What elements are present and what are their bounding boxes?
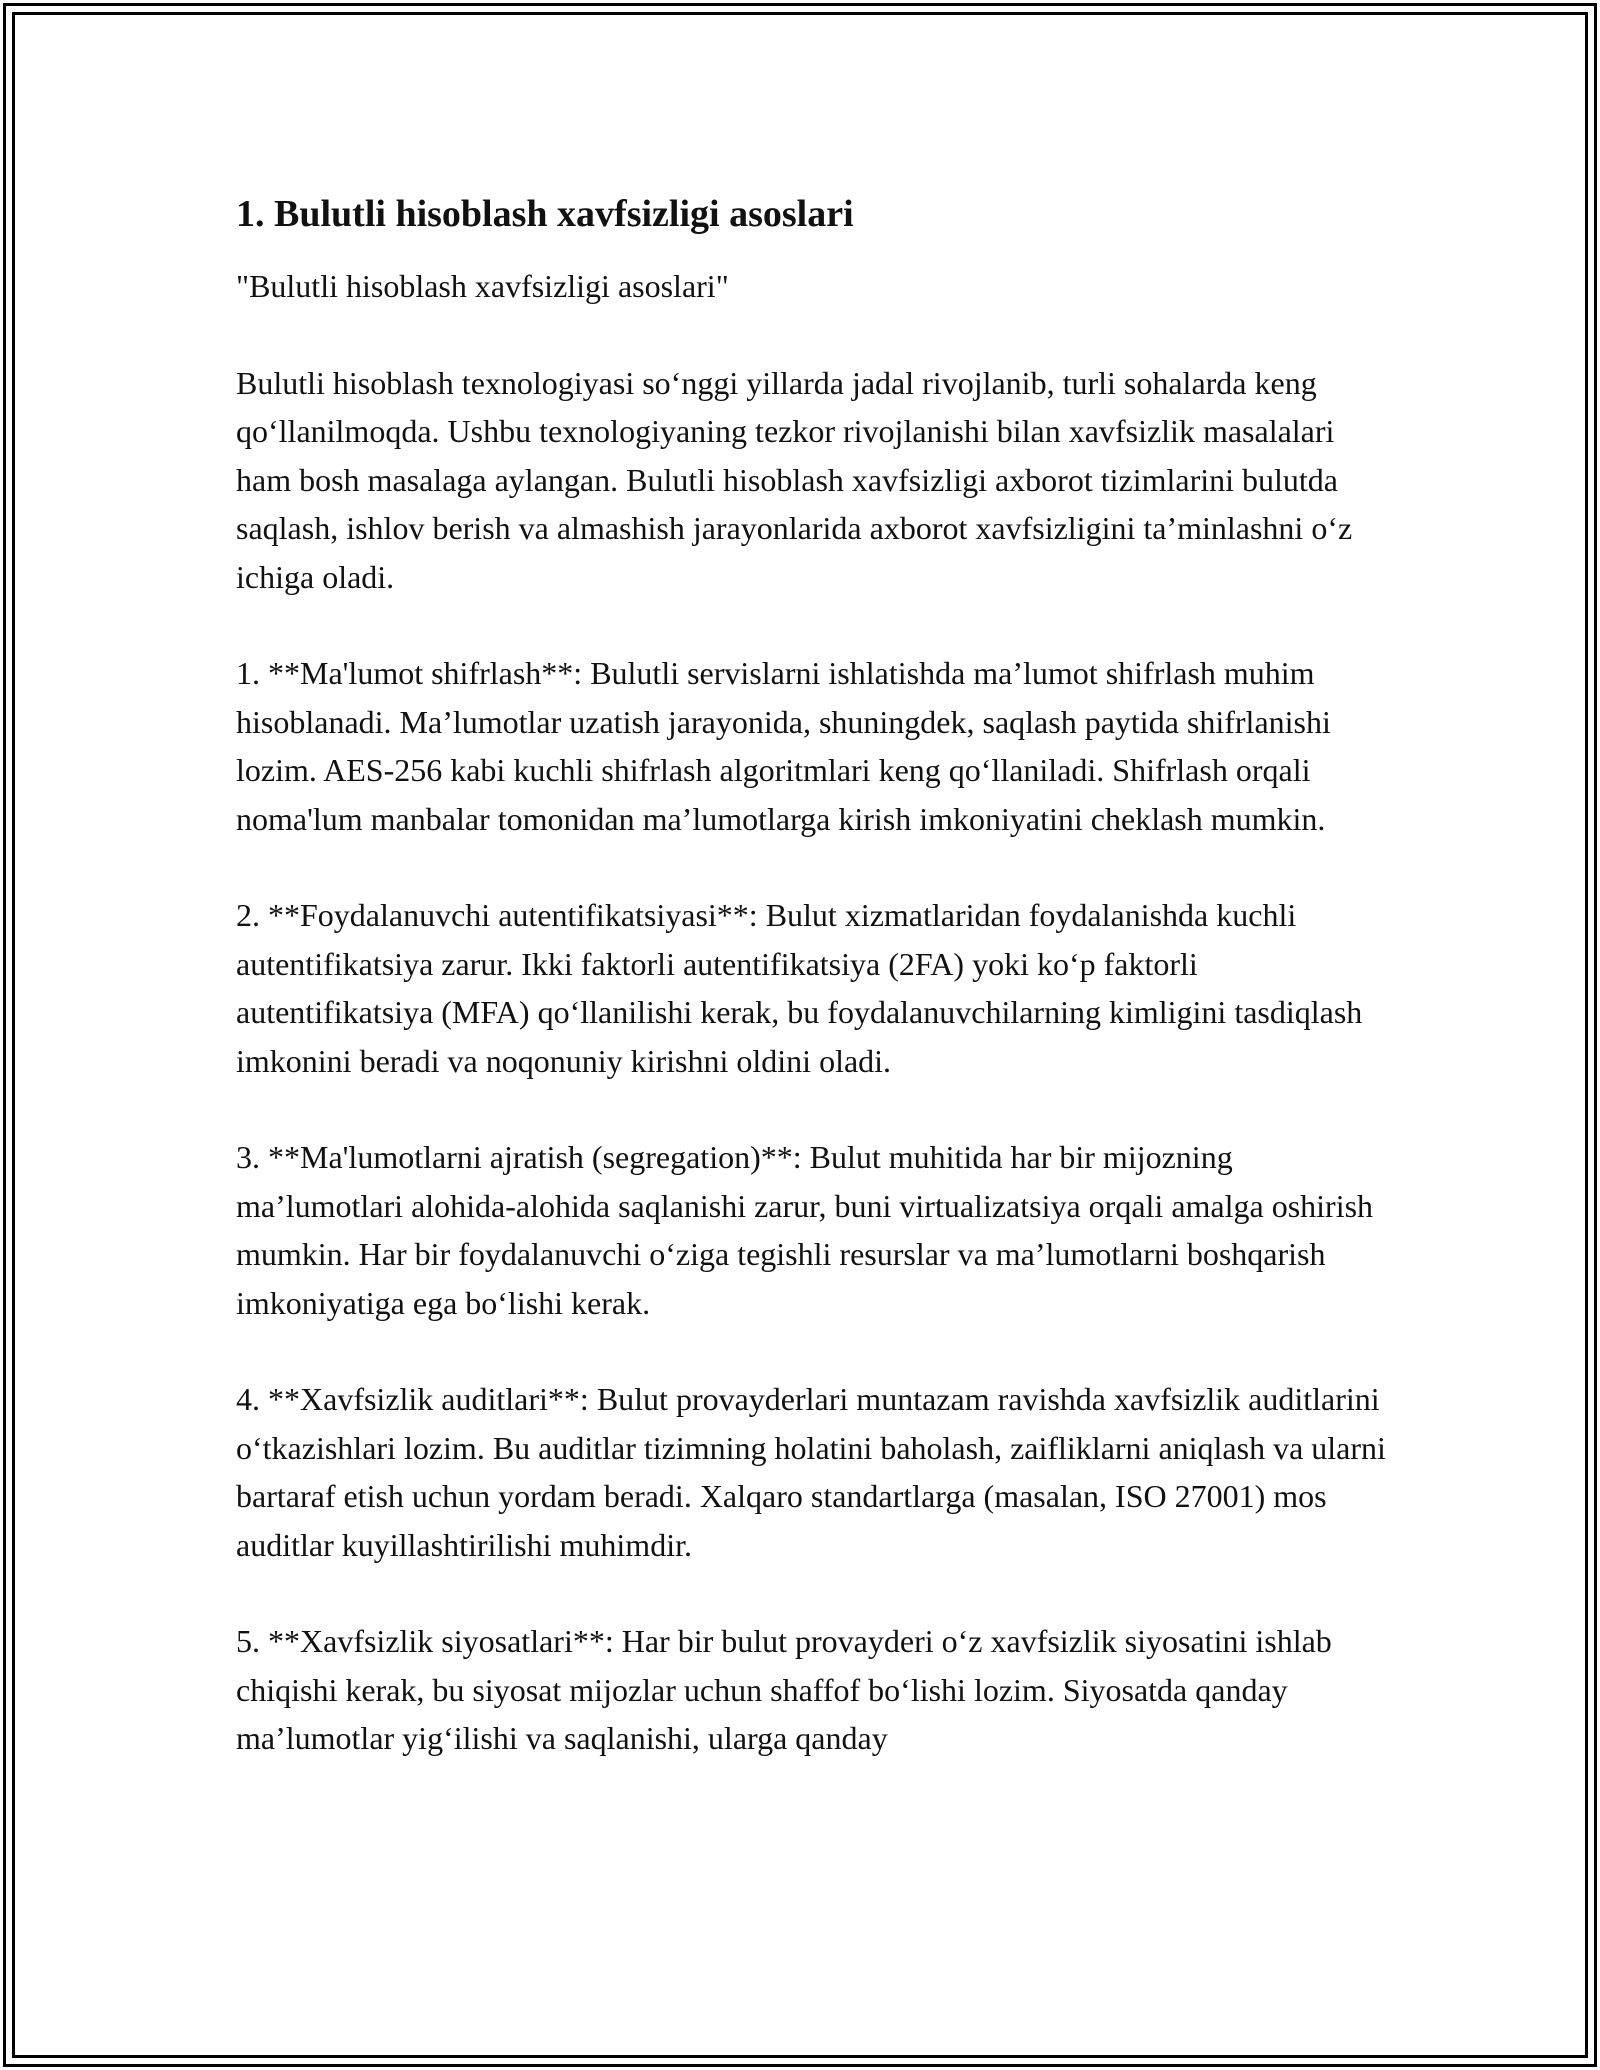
item-encryption: 1. **Ma'lumot shifrlash**: Bulutli servislarni ishlatishda ma’lumot shifrlash muhim hisoblanadi. Ma’lumotlar uzatish jarayonida, shuningdek, saqlash paytida shifrlanishi lozim. AES-256 kabi kuchli shifrlash algoritmlari keng qo‘llaniladi. Shifrlash orqali noma'lum manbalar tomonidan ma’lumotlarga kirish imkoniyatini cheklash mumkin. bbox=[236, 655, 1331, 837]
item-audits: 4. **Xavfsizlik auditlari**: Bulut provayderlari muntazam ravishda xavfsizlik auditlarini o‘tkazishlari lozim. Bu auditlar tizimning holatini baholash, zaifliklarni aniqlash va ularni bartaraf etish uchun yordam beradi. Xalqaro standartlarga (masalan, ISO 27001) mos auditlar kuyillashtirilishi muhimdir. bbox=[236, 1381, 1386, 1563]
subtitle-quote: "Bulutli hisoblash xavfsizligi asoslari" bbox=[236, 268, 729, 304]
item-policies: 5. **Xavfsizlik siyosatlari**: Har bir bulut provayderi o‘z xavfsizlik siyosatini ishlab chiqishi kerak, bu siyosat mijozlar uchun shaffof bo‘lishi lozim. Siyosatda qanday ma’lumotlar yig‘ilishi va saqlanishi, ularga qanday bbox=[236, 1623, 1332, 1756]
document-heading: 1. Bulutli hisoblash xavfsizligi asoslari bbox=[236, 193, 854, 235]
intro-paragraph: Bulutli hisoblash texnologiyasi so‘nggi yillarda jadal rivojlanib, turli sohalarda keng qo‘llanilmoqda. Ushbu texnologiyaning tezkor rivojlanishi bilan xavfsizlik masalalari ham bosh masalaga aylangan. Bulutli hisoblash xavfsizligi axborot tizimlarini bulutda saqlash, ishlov berish va almashish jarayonlarida axborot xavfsizligini ta’minlashni o‘z ichiga oladi. bbox=[236, 364, 1353, 595]
document-body bbox=[236, 188, 1386, 1811]
item-authentication: 2. **Foydalanuvchi autentifikatsiyasi**: Bulut xizmatlaridan foydalanishda kuchli autentifikatsiya zarur. Ikki faktorli autentifikatsiya (2FA) yoki ko‘p faktorli autentifikatsiya (MFA) qo‘llanilishi kerak, bu foydalanuvchilarning kimligini tasdiqlash imkonini beradi va noqonuniy kirishni oldini oladi. bbox=[236, 897, 1363, 1079]
item-segregation: 3. **Ma'lumotlarni ajratish (segregation)**: Bulut muhitida har bir mijozning ma’lumotlari alohida-alohida saqlanishi zarur, buni virtualizatsiya orqali amalga oshirish mumkin. Har bir foydalanuvchi o‘ziga tegishli resurslar va ma’lumotlarni boshqarish imkoniyatiga ega bo‘lishi kerak. bbox=[236, 1139, 1374, 1321]
